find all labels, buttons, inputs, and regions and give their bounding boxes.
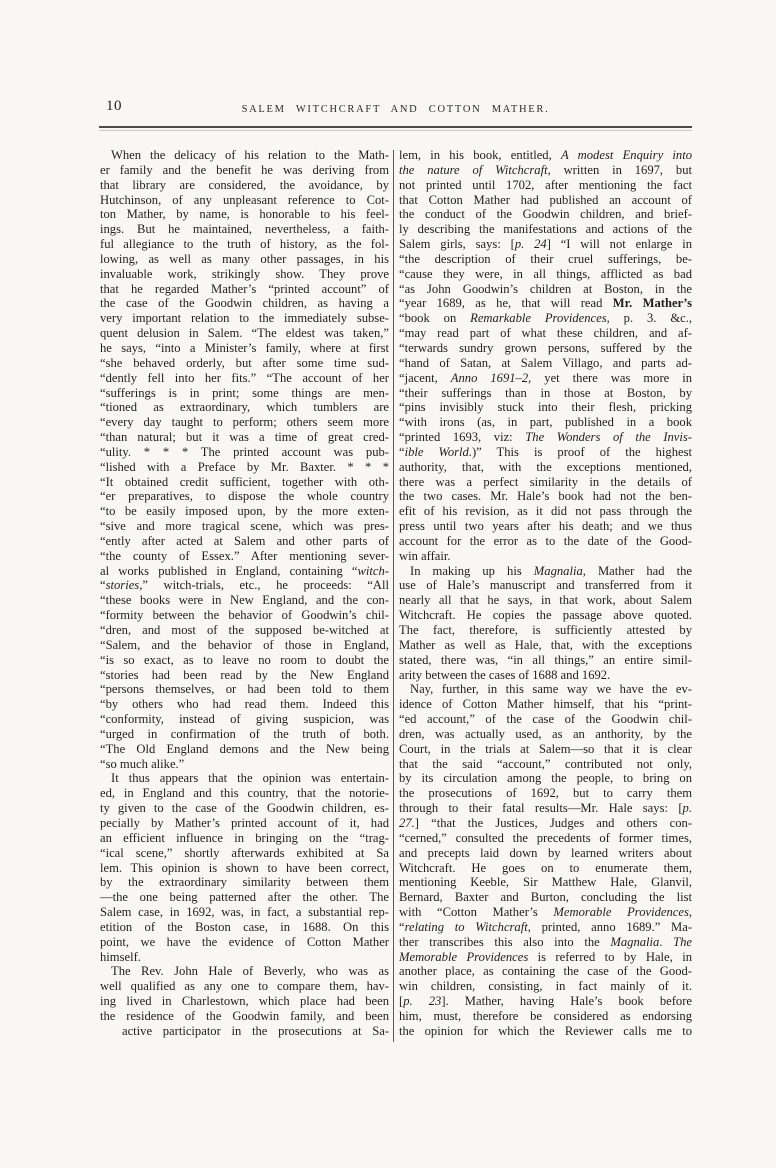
text-segment: “cerned,” consulted the precedents of former times, [399,830,692,845]
text-segment: relating to Witchcraft [404,919,528,934]
text-segment: pecially by Mather’s printed account of it, had [100,815,389,830]
text-segment: Remarkable Providences [470,311,607,326]
text-segment: win affair. [399,548,451,563]
text-line [100,415,389,430]
text-segment: Memorable Providences [399,949,529,964]
text-segment: , yet there was more in [528,370,693,385]
text-segment: Nay, further, in this same way we have the ev- [410,682,692,697]
text-segment: ible World. [404,444,472,459]
text-line [399,742,692,757]
text-line [100,593,389,608]
text-segment: —the one being patterned after the other. The [100,890,389,905]
text-line [399,148,692,163]
text-segment: with “Cotton Mather’s [399,905,554,920]
text-segment: When the delicacy of his relation to the Math- [111,148,389,162]
text-line [100,727,389,742]
text-segment: that the said “account,” contributed not only, [399,756,692,771]
text-line [100,549,389,564]
text-segment: The [673,934,693,949]
text-segment: “persons themselves, or had been told to them [100,682,389,697]
text-segment: that Cotton Mather had published an account of [399,192,692,207]
text-segment: The Wonders of the Invis- [525,430,692,445]
text-line [100,905,389,920]
text-segment: very important relation to the immediately subse- [100,311,389,326]
text-line [399,237,692,252]
text-line [399,371,692,386]
text-segment: “as John Goodwin’s children at Boston, in the [399,281,692,296]
text-line [399,801,692,816]
text-segment: the nature of Witchcraft [399,162,548,177]
text-segment: and precepts laid down by learned writers about [399,845,692,860]
text-line [100,801,389,816]
running-title: SALEM WITCHCRAFT AND COTTON MATHER. [241,104,550,115]
text-segment: “the description of their cruel sufferings, be- [399,251,692,266]
text-line [399,1009,692,1024]
text-line [399,267,692,282]
text-line [399,504,692,519]
text-line [100,296,389,311]
text-segment: “ [399,919,405,934]
text-line [100,400,389,415]
text-segment: Memorable Providences, [553,905,692,920]
text-line [100,163,389,178]
text-segment: the conduct of the Goodwin children, and brief- [399,207,692,222]
text-segment: ed, in England and this country, that the notorie- [100,786,389,801]
text-line [399,489,692,504]
text-segment: “sive and more tragical scene, which was pres- [100,519,389,534]
text-line [399,668,692,683]
text-line [100,831,389,846]
text-line [399,1024,692,1039]
text-segment: “ed account,” of the case of the Goodwin chil- [399,712,692,727]
text-segment: account for the error as to the date of the Good- [399,533,692,548]
text-segment: that he regarded Mather’s “printed account” of [100,281,389,296]
text-segment: “Salem, and the behavior of those in England, [100,637,389,652]
text-line [100,964,389,979]
text-line [399,875,692,890]
text-segment: dren, was actually used, as an anthority, by the [399,726,692,741]
column-left [100,148,389,1039]
text-segment: ther transcribes this also into the [399,934,611,949]
text-segment: “lished with a Preface by Mr. Baxter. * * * [100,459,389,474]
text-line [100,697,389,712]
text-segment: efit of his revision, as it did not pass through the [399,504,692,519]
text-line [399,727,692,742]
text-line [100,608,389,623]
text-segment: authority, that, with the exceptions mentioned, [399,459,692,474]
text-line [399,386,692,401]
text-line [100,668,389,683]
text-segment: another place, as containing the case of the Good- [399,964,692,979]
text-segment: active participator in the prosecutions at Sa- [122,1023,389,1038]
text-line [399,475,692,490]
text-segment: “conformity, instead of giving suspicion, was [100,712,389,727]
text-segment: “dently fell into her fits.” “The account of her [100,370,389,385]
text-segment: The Rev. John Hale of Beverly, who was as [111,964,389,979]
text-segment: ]. Mather, having Hale’s book before [441,994,692,1009]
text-line [100,682,389,697]
text-segment: Mather as well as Hale, that, with the exceptions [399,637,692,652]
text-line [399,222,692,237]
text-segment: Witchcraft. He goes on to enumerate them, [399,860,692,875]
header-rule-echo [99,130,692,131]
text-segment: ] “I will not enlarge in [546,237,693,252]
text-segment: “er preparatives, to dispose the whole country [100,489,389,504]
text-segment: invaluable work, strikingly show. They prove [100,266,389,281]
text-line [100,475,389,490]
text-line [399,415,692,430]
text-segment: “urged in confirmation of the truth of both. [100,726,389,741]
text-segment: lowing, as well as many other passages, in his [100,251,389,266]
text-segment: “printed 1693, viz: [399,430,526,445]
text-segment: “so much alike.” [100,756,185,771]
text-segment: nearly all that he says, in that work, about Salem [399,593,692,608]
text-line [399,979,692,994]
text-line [100,994,389,1009]
text-segment: “their sufferings than in those at Boston, by [399,385,692,400]
text-line [100,326,389,341]
text-segment: “formity between the behavior of Goodwin’s chil- [100,608,389,623]
text-line [399,816,692,831]
text-line [100,950,389,965]
text-segment: “year 1689, as he, that will read [399,296,613,311]
text-segment: )” This is proof of the highest [471,444,692,459]
text-segment: the prosecutions of 1692, but to carry them [399,786,692,801]
text-line [399,638,692,653]
text-line [399,549,692,564]
text-line [399,771,692,786]
text-segment: “ [399,444,405,459]
text-line [100,712,389,727]
text-segment: “with irons (as, in part, published in a book [399,415,692,430]
text-segment: It thus appears that the opinion was entertain- [111,771,389,786]
text-line [100,252,389,267]
text-segment: he says, “into a Minister’s family, where at first [100,340,389,355]
text-line [399,593,692,608]
text-segment: lem, in his book, entitled, [399,148,561,162]
text-segment: “is so exact, as to leave no room to doubt the [100,652,389,667]
text-segment: the residence of the Goodwin family, and been [100,1008,389,1023]
text-segment: [ [399,994,404,1009]
text-line [399,890,692,905]
text-line [399,935,692,950]
text-line [399,252,692,267]
text-line [399,964,692,979]
text-segment: A modest Enquiry into [560,148,692,162]
text-segment: is referred to by Hale, in [528,949,692,964]
text-line [100,430,389,445]
text-segment: “she behaved orderly, but after some time sud- [100,355,389,370]
text-segment: Magnalia [610,934,660,949]
text-line [399,460,692,475]
text-segment: Anno 1691–2 [450,370,529,385]
text-line [100,861,389,876]
text-segment: himself. [100,949,141,964]
text-line [399,178,692,193]
text-segment: “by others who had read them. Indeed this [100,697,389,712]
text-segment: “every day taught to perform; others seem more [100,415,389,430]
text-segment: , printed, anno 1689.” Ma- [527,919,693,934]
text-line [100,771,389,786]
text-line [399,193,692,208]
text-segment: Mr. Mather’s [612,296,692,311]
text-line [399,400,692,415]
text-segment: p. [682,801,692,816]
text-line [100,1009,389,1024]
text-line [100,578,389,593]
text-segment: “cause they were, in all things, afflicted as bad [399,266,692,281]
text-line [100,489,389,504]
text-segment: “to be easily imposed upon, by the more exten- [100,504,389,519]
text-segment: “It obtained credit sufficient, together with oth- [100,474,389,489]
text-line [399,608,692,623]
text-line [399,578,692,593]
text-line [399,682,692,697]
text-segment: , Mather had the [582,563,693,578]
text-segment: witch- [357,563,389,578]
text-segment: ful allegiance to the truth of history, as the fol- [100,237,389,252]
text-segment: p. 23 [403,994,442,1009]
text-line [399,950,692,965]
text-line [399,163,692,178]
text-segment: use of Hale’s manuscript and transferred from it [399,578,692,593]
text-line [100,979,389,994]
text-segment: the opinion for which the Reviewer calls me to [399,1023,692,1038]
text-segment: ing lived in Charlestown, which place had been [100,994,389,1009]
text-line [100,267,389,282]
text-line [100,222,389,237]
header-rule [99,126,692,128]
text-line [100,875,389,890]
text-segment: ly describing the manifestations and actions of the [399,222,692,237]
text-segment: by the extraordinary similarity between them [100,875,389,890]
column-divider [393,150,394,1042]
text-line [399,920,692,935]
text-segment: Salem case, in 1692, was, in fact, a substantial rep- [100,905,389,920]
text-segment: the two cases. Mr. Hale’s book had not the ben- [399,489,692,504]
text-line [399,786,692,801]
text-line [100,742,389,757]
text-line [399,519,692,534]
text-line [399,326,692,341]
text-line [100,519,389,534]
text-segment: “tioned as extraordinary, which tumblers are [100,400,389,415]
text-segment: stated, there was, “in all things,” an entire simil- [399,652,692,667]
text-segment: through to their fatal results—Mr. Hale says: [ [399,801,683,816]
text-segment: by its circulation among the people, to bring on [399,771,692,786]
text-line [399,905,692,920]
text-line [100,890,389,905]
text-segment: ] “that the Justices, Judges and others con- [414,815,692,830]
text-segment: “ [100,578,106,593]
text-segment: , written in 1697, but [547,162,693,177]
text-line [100,341,389,356]
text-segment: “may read part of what these children, and af- [399,326,692,341]
text-line [100,371,389,386]
text-segment: ,” witch-trials, etc., he proceeds: “All [139,578,389,593]
text-line [399,445,692,460]
text-segment: “terwards sundry grown persons, suffered by the [399,340,692,355]
text-segment: “pins invisibly stuck into their flesh, pricking [399,400,692,415]
text-segment: The fact, therefore, is sufficiently attested by [399,623,692,637]
text-line [399,712,692,727]
text-line [399,311,692,326]
text-segment: idence of Cotton Mather himself, that his “print- [399,697,692,712]
text-line [100,1024,389,1039]
text-segment: p. 24 [514,237,547,252]
text-segment: mentioning Keeble, Sir Matthew Hale, Glanvil, [399,875,692,890]
text-line [399,623,692,638]
text-segment: “the county of Essex.” After mentioning sever- [100,548,389,563]
text-segment: win children, consisting, in fact mainly of it. [399,979,692,994]
text-line [399,282,692,297]
text-segment: press until two years after his death; and we thus [399,519,692,534]
text-segment: al works published in England, containing “ [100,563,358,578]
text-line [100,935,389,950]
text-line [100,534,389,549]
text-segment: ton Mather, by name, is honorable to his feel- [100,207,389,222]
text-segment: well qualified as any one to compare them, hav- [100,979,389,994]
text-segment: arity between the cases of 1688 and 1692. [399,667,611,682]
text-segment: stories [105,578,140,593]
text-line [100,148,389,163]
text-segment: er family and the benefit he was deriving from [100,162,389,177]
text-segment: “hand of Satan, at Salem Villago, and parts ad- [399,355,692,370]
text-segment: ty given to the case of the Goodwin children, es- [100,801,389,816]
text-segment: “jacent, [399,370,451,385]
text-line [399,341,692,356]
text-segment: lem. This opinion is shown to have been correct, [100,860,389,875]
text-segment: 27. [399,815,415,830]
text-segment: “ently after acted at Salem and other parts of [100,533,389,548]
text-line [100,311,389,326]
text-segment: the case of the Goodwin children, as having a [100,296,389,311]
text-segment: him, must, therefore be considered as endorsing [399,1008,692,1023]
text-line [100,445,389,460]
text-segment: Court, in the trials at Salem—so that it is clear [399,741,692,756]
text-segment: “ical scene,” shortly afterwards exhibited at Sa [100,845,389,860]
text-segment: Hutchinson, of any unpleasant reference to Cot- [100,192,389,207]
text-line [100,193,389,208]
text-line [399,564,692,579]
text-segment: there was a perfect similarity in the details of [399,474,692,489]
text-segment: “The Old England demons and the New being [100,741,389,756]
text-line [100,638,389,653]
page-number: 10 [106,98,122,114]
text-segment: , p. 3. &c., [606,311,693,326]
text-segment: “book on [399,311,471,326]
text-line [100,460,389,475]
text-line [100,356,389,371]
text-line [399,846,692,861]
text-segment: Magnalia [533,563,583,578]
text-line [100,237,389,252]
text-line [399,296,692,311]
text-line [100,564,389,579]
text-line [100,846,389,861]
text-segment: not printed until 1702, after mentioning the fact [399,177,692,192]
text-segment: . [659,934,674,949]
text-segment: quent delusion in Salem. “The eldest was taken,” [100,326,389,341]
text-line [399,831,692,846]
text-line [399,207,692,222]
text-segment: Bernard, Baxter and Burton, concluding the list [399,890,692,905]
text-line [100,920,389,935]
text-line [399,356,692,371]
text-segment: “dren, and most of the supposed be-witched at [100,623,389,637]
text-line [100,178,389,193]
text-segment: In making up his [410,563,534,578]
text-segment: Witchcraft. He copies the passage above quoted. [399,608,692,623]
text-segment: point, we have the evidence of Cotton Mather [100,934,389,949]
text-line [399,861,692,876]
text-segment: ings. But he maintained, nevertheless, a faith- [100,222,389,237]
text-segment: “ulity. * * * The printed account was pub- [100,444,389,459]
text-line [100,504,389,519]
text-line [399,534,692,549]
text-line [399,430,692,445]
text-line [399,697,692,712]
text-segment: “stories had been read by the New England [100,667,389,682]
text-line [100,653,389,668]
text-line [100,207,389,222]
text-line [399,757,692,772]
column-right [399,148,692,1039]
text-line [100,757,389,772]
text-line [100,816,389,831]
text-segment: that library are considered, the avoidance, by [100,177,389,192]
text-segment: etition of the Boston case, in 1688. On this [100,919,389,934]
text-segment: “sufferings is in print; some things are men- [100,385,389,400]
text-segment: “than natural; but it was a time of great cred- [100,430,389,445]
text-line [100,786,389,801]
text-line [100,282,389,297]
text-segment: Salem girls, says: [ [399,237,515,252]
text-line [100,623,389,638]
text-line [399,653,692,668]
text-segment: an efficient influence in bringing on the “trag- [100,830,389,845]
text-line [100,386,389,401]
text-line [399,994,692,1009]
text-segment: “these books were in New England, and the con- [100,593,389,608]
